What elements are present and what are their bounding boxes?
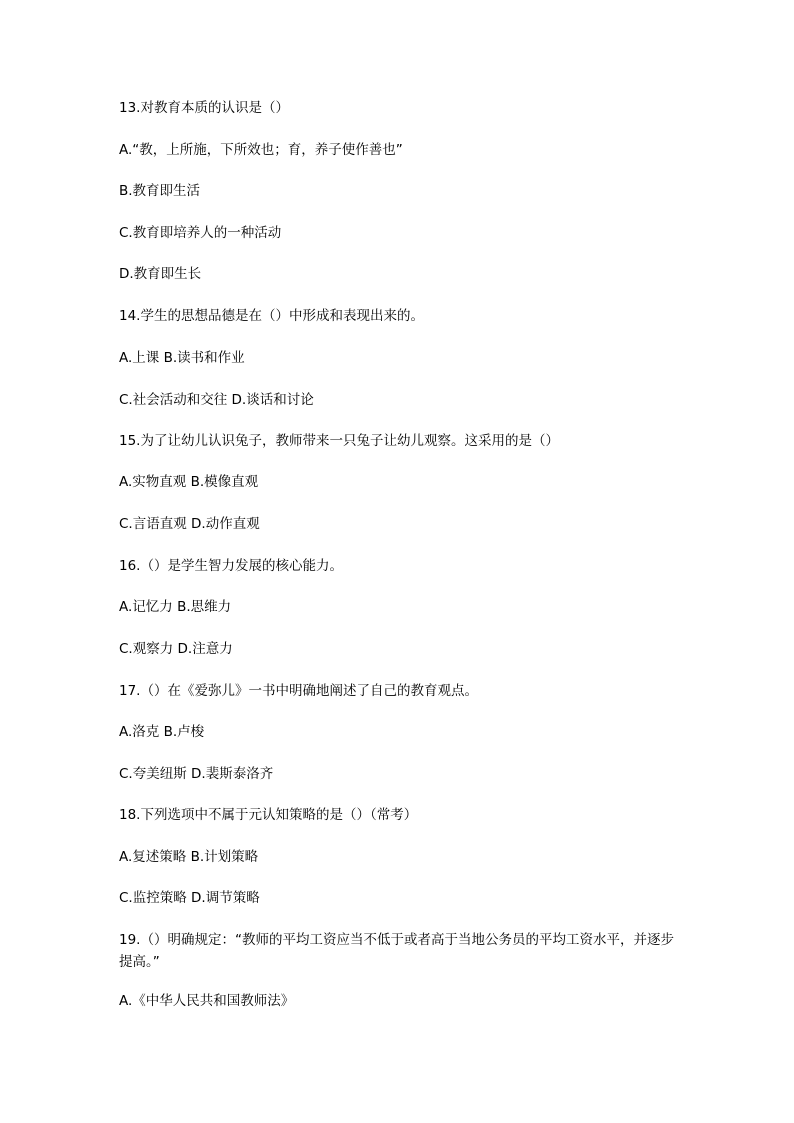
question-13-option-c: C.教育即培养人的一种活动 [119,225,282,241]
question-19-option-a: A.《中华人民共和国教师法》 [119,993,295,1009]
question-14: 14.学生的思想品德是在（）中形成和表现出来的。 [119,308,424,324]
question-16-options-cd: C.观察力 D.注意力 [119,641,233,657]
question-16: 16.（）是学生智力发展的核心能力。 [119,558,343,574]
question-17: 17.（）在《爱弥儿》一书中明确地阐述了自己的教育观点。 [119,683,478,699]
question-17-options-cd: C.夸美纽斯 D.裴斯泰洛齐 [119,766,274,782]
question-13: 13.对教育本质的认识是（） [119,100,289,116]
question-15-options-cd: C.言语直观 D.动作直观 [119,516,260,532]
question-16-options-ab: A.记忆力 B.思维力 [119,599,232,615]
question-14-options-ab: A.上课 B.读书和作业 [119,350,245,366]
question-15-options-ab: A.实物直观 B.模像直观 [119,474,259,490]
question-18: 18.下列选项中不属于元认知策略的是（）（常考） [119,807,418,823]
question-18-options-cd: C.监控策略 D.调节策略 [119,890,260,906]
question-19: 19.（）明确规定：“教师的平均工资应当不低于或者高于当地公务员的平均工资水平，并逐步提高。” [119,932,674,970]
question-14-options-cd: C.社会活动和交往 D.谈话和讨论 [119,392,314,408]
question-15: 15.为了让幼儿认识兔子，教师带来一只兔子让幼儿观察。这采用的是（） [119,433,559,449]
question-13-option-a: A.“教，上所施，下所效也；育，养子使作善也” [119,142,403,158]
question-13-option-b: B.教育即生活 [119,183,201,199]
question-13-option-d: D.教育即生长 [119,266,202,282]
question-17-options-ab: A.洛克 B.卢梭 [119,724,205,740]
question-18-options-ab: A.复述策略 B.计划策略 [119,849,259,865]
